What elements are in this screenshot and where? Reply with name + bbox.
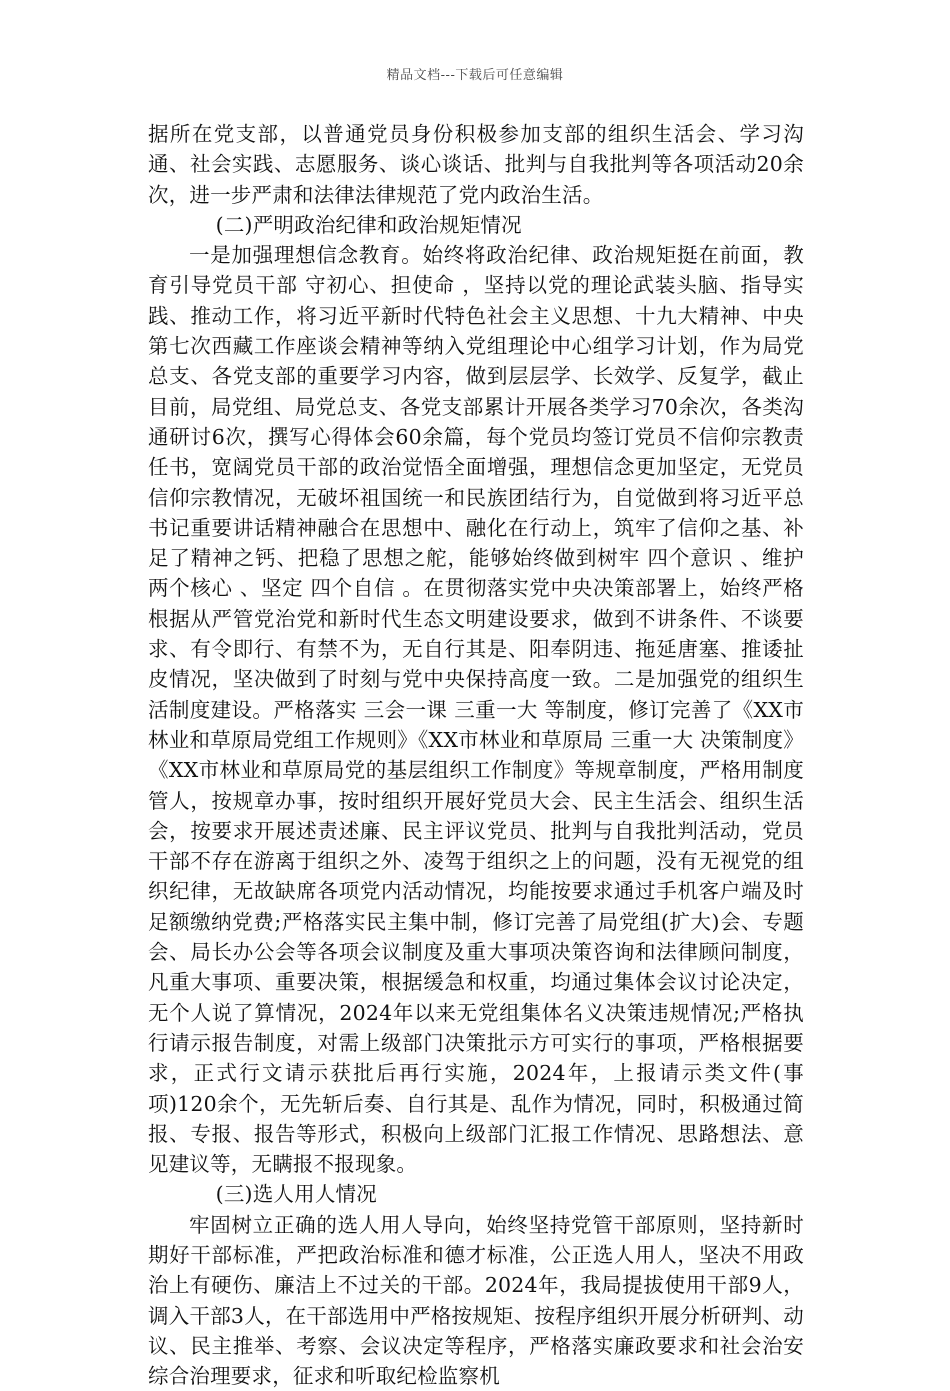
document-body	[148, 119, 804, 1391]
section-heading-political-discipline: (二)严明政治纪律和政治规矩情况	[215, 212, 522, 237]
paragraph-political-discipline: 一是加强理想信念教育。始终将政治纪律、政治规矩挺在前面，教育引导党员干部 守初心、担使命 ，坚持以党的理论武装头脑、指导实践、推动工作，将习近平新时代特色社会主义思想、十九大精神、中央第七次西藏工作座谈会精神等纳入党组理论中心组学习计划，作为局党总支、各党支部的重要学习内容，做到层层学、长效学、反复学，截止目前，局党组、局党总支、各党支部累计开展各类学习70余次，各类沟通研讨6次，撰写心得体会60余篇，每个党员均签订党员不信仰宗教责任书，宽阔党员干部的政治觉悟全面增强，理想信念更加坚定，无党员信仰宗教情况，无破坏祖国统一和民族团结行为，自觉做到将习近平总书记重要讲话精神融合在思想中、融化在行动上，筑牢了信仰之基、补足了精神之钙、把稳了思想之舵，能够始终做到树牢 四个意识 、维护 两个核心 、坚定 四个自信 。在贯彻落实党中央决策部署上，始终严格根据从严管党治党和新时代生态文明建设要求，做到不讲条件、不谈要求、有令即行、有禁不为，无自行其是、阳奉阴违、拖延唐塞、推诿扯皮情况，坚决做到了时刻与党中央保持高度一致。二是加强党的组织生活制度建设。严格落实 三会一课 三重一大 等制度，修订完善了《XX市林业和草原局党组工作规则》《XX市林业和草原局 三重一大 决策制度》《XX市林业和草原局党的基层组织工作制度》等规章制度，严格用制度管人，按规章办事，按时组织开展好党员大会、民主生活会、组织生活会，按要求开展述责述廉、民主评议党员、批判与自我批判活动，党员干部不存在游离于组织之外、凌驾于组织之上的问题，没有无视党的组织纪律，无故缺席各项党内活动情况，均能按要求通过手机客户端及时足额缴纳党费;严格落实民主集中制，修订完善了局党组(扩大)会、专题会、局长办公会等各项会议制度及重大事项决策咨询和法律顾问制度，凡重大事项、重要决策，根据缓急和权重，均通过集体会议讨论决定，无个人说了算情况，2024年以来无党组集体名义决策违规情况;严格执行请示报告制度，对需上级部门决策批示方可实行的事项，严格根据要求，正式行文请示获批后再行实施，2024年，上报请示类文件(事项)120余个，无先斩后奏、自行其是、乱作为情况，同时，积极通过简报、专报、报告等形式，积极向上级部门汇报工作情况、思路想法、意见建议等，无瞒报不报现象。	[148, 243, 804, 1177]
page-header: 精品文档---下载后可任意编辑	[386, 68, 564, 83]
paragraph-continuation: 据所在党支部，以普通党员身份积极参加支部的组织生活会、学习沟通、社会实践、志愿服务、谈心谈话、批判与自我批判等各项活动20余次，进一步严肃和法律法律规范了党内政治生活。	[148, 122, 804, 207]
section-heading-personnel-selection: (三)选人用人情况	[215, 1182, 377, 1207]
paragraph-personnel-selection: 牢固树立正确的选人用人导向，始终坚持党管干部原则，坚持新时期好干部标准，严把政治标准和德才标准，公正选人用人，坚决不用政治上有硬伤、廉洁上不过关的干部。2024年，我局提拔使用干部9人，调入干部3人，在干部选用中严格按规矩、按程序组织开展分析研判、动议、民主推举、考察、会议决定等程序，严格落实廉政要求和社会治安综合治理要求，征求和听取纪检监察机	[148, 1212, 804, 1389]
